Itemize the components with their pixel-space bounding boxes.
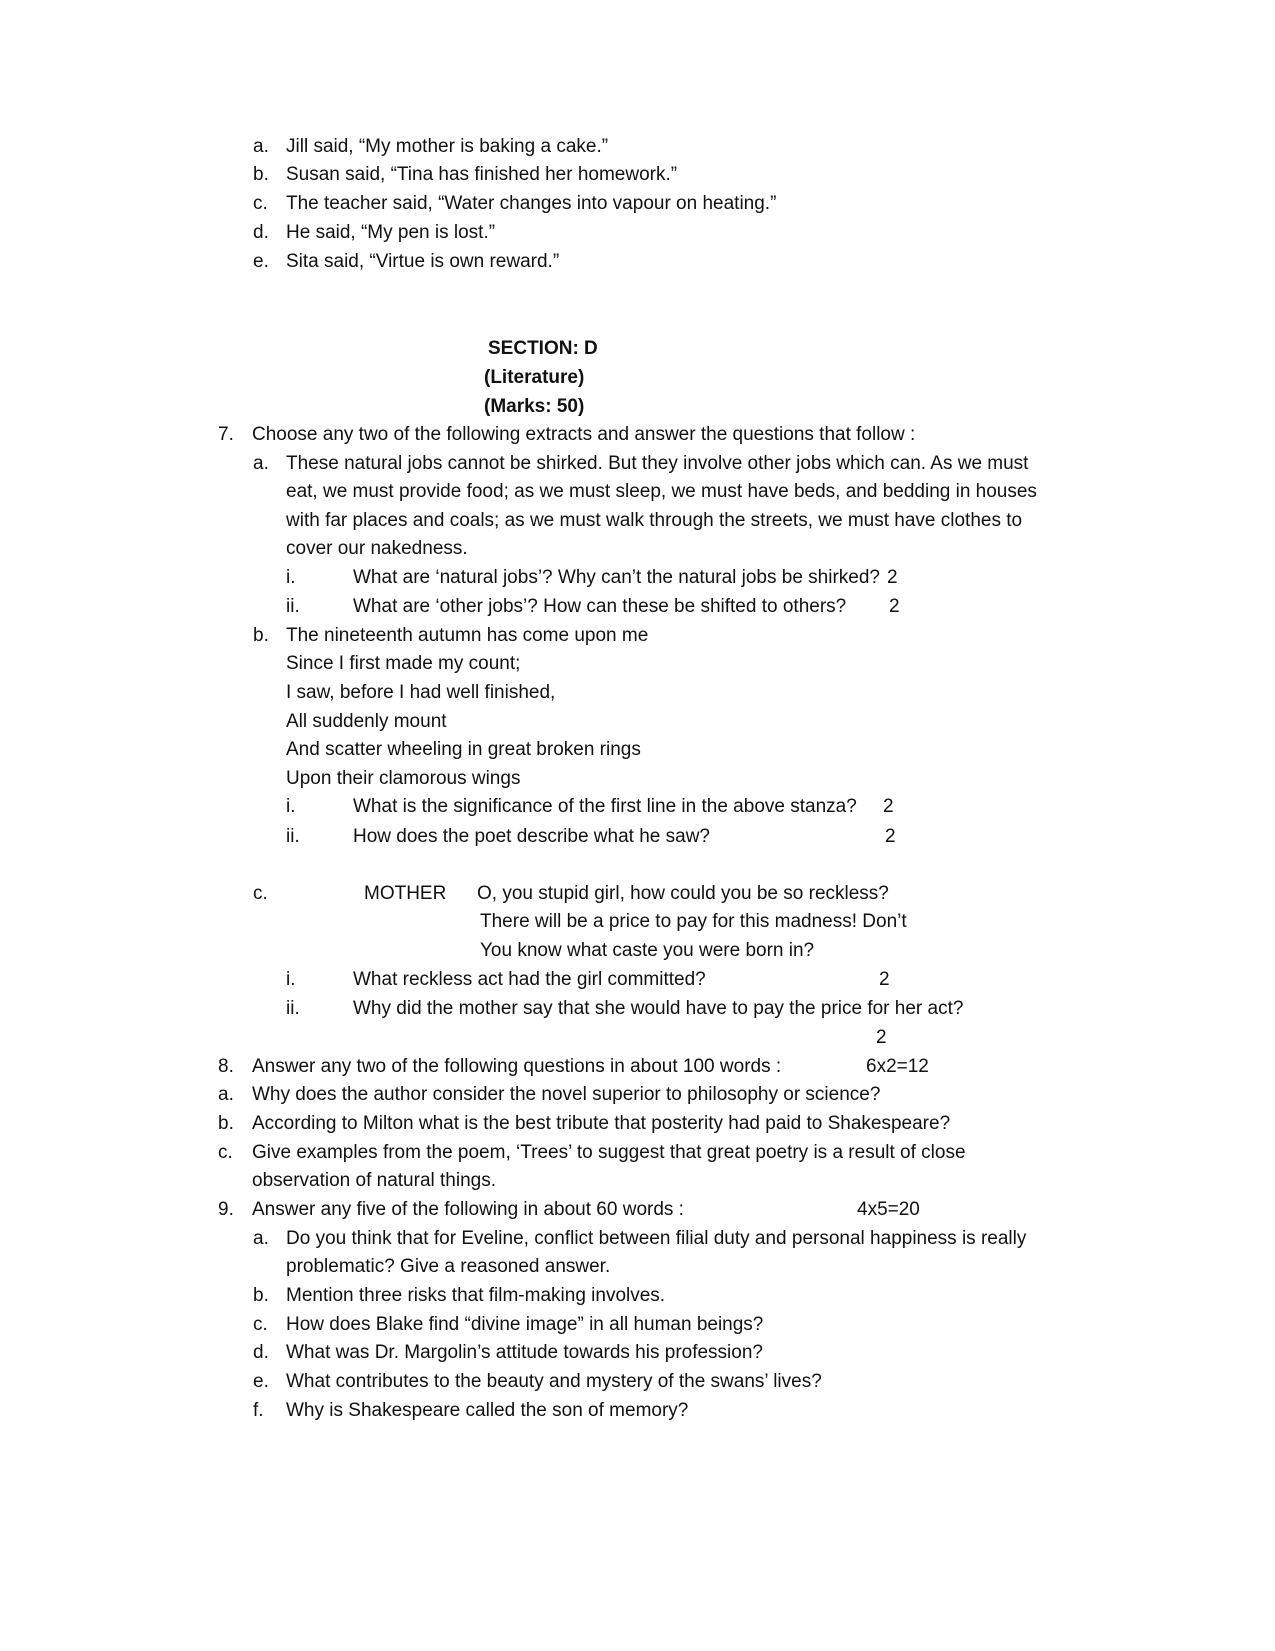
extract-line: eat, we must provide food; as we must sleep, we must have beds, and bedding in houses <box>286 481 1037 502</box>
dialogue-line: O, you stupid girl, how could you be so reckless? <box>477 883 889 904</box>
extract-line: cover our nakedness. <box>286 538 468 559</box>
list-marker: c. <box>253 193 268 214</box>
list-item: The teacher said, “Water changes into vapour on heating.” <box>286 193 777 214</box>
poem-line: I saw, before I had well finished, <box>286 682 556 703</box>
sub-marker: i. <box>286 796 296 817</box>
list-item: What was Dr. Margolin’s attitude towards his profession? <box>286 1342 763 1363</box>
section-marks: (Marks: 50) <box>484 396 585 417</box>
dialogue-line: There will be a price to pay for this madness! Don’t <box>480 911 907 932</box>
mark-value: 2 <box>889 596 900 617</box>
list-marker: a. <box>253 1228 269 1249</box>
question-text: Choose any two of the following extracts and answer the questions that follow : <box>252 424 916 445</box>
list-marker: f. <box>253 1400 264 1421</box>
sub-marker: i. <box>286 567 296 588</box>
question-number: 9. <box>218 1199 234 1220</box>
sub-marker: ii. <box>286 998 300 1019</box>
list-marker: b. <box>253 164 269 185</box>
list-item: Sita said, “Virtue is own reward.” <box>286 251 560 272</box>
list-marker: b. <box>253 1285 269 1306</box>
sub-question: What are ‘other jobs’? How can these be shifted to others? <box>353 596 847 617</box>
list-item: Jill said, “My mother is baking a cake.” <box>286 136 609 157</box>
list-item: How does Blake find “divine image” in all human beings? <box>286 1314 764 1335</box>
question-number: 8. <box>218 1056 234 1077</box>
list-marker: d. <box>253 1342 269 1363</box>
sub-question: What are ‘natural jobs’? Why can’t the natural jobs be shirked? <box>353 567 880 588</box>
list-item: What contributes to the beauty and mystery of the swans’ lives? <box>286 1371 822 1392</box>
question-text: Answer any five of the following in about 60 words : <box>252 1199 684 1220</box>
mark-value: 2 <box>879 969 890 990</box>
list-item: According to Milton what is the best tribute that posterity had paid to Shakespeare? <box>252 1113 951 1134</box>
mark-value: 2 <box>885 826 896 847</box>
list-marker: c. <box>218 1142 233 1163</box>
list-item: Why is Shakespeare called the son of memory? <box>286 1400 689 1421</box>
sub-question: What is the significance of the first line in the above stanza? <box>353 796 857 817</box>
poem-line: Upon their clamorous wings <box>286 768 521 789</box>
list-marker: a. <box>253 136 269 157</box>
poem-line: Since I first made my count; <box>286 653 521 674</box>
sub-question: Why did the mother say that she would have to pay the price for her act? <box>353 998 964 1019</box>
list-item: He said, “My pen is lost.” <box>286 222 496 243</box>
list-marker: e. <box>253 1371 269 1392</box>
sub-marker: ii. <box>286 826 300 847</box>
speaker-name: MOTHER <box>364 883 447 904</box>
extract-line: These natural jobs cannot be shirked. But they involve other jobs which can. As we must <box>286 453 1029 474</box>
sub-question: What reckless act had the girl committed? <box>353 969 706 990</box>
poem-line: All suddenly mount <box>286 711 447 732</box>
mark-value: 2 <box>883 796 894 817</box>
list-marker: d. <box>253 222 269 243</box>
list-marker: b. <box>253 625 269 646</box>
list-item: Do you think that for Eveline, conflict between filial duty and personal happiness is really <box>286 1228 1027 1249</box>
list-item: Susan said, “Tina has finished her homework.” <box>286 164 678 185</box>
poem-line: And scatter wheeling in great broken rings <box>286 739 641 760</box>
list-marker: a. <box>218 1084 234 1105</box>
list-item: Mention three risks that film-making involves. <box>286 1285 666 1306</box>
question-text: Answer any two of the following questions in about 100 words : <box>252 1056 782 1077</box>
list-marker: c. <box>253 883 268 904</box>
poem-line: The nineteenth autumn has come upon me <box>286 625 649 646</box>
section-title: SECTION: D <box>488 338 598 359</box>
sub-question: How does the poet describe what he saw? <box>353 826 710 847</box>
section-subtitle: (Literature) <box>484 367 585 388</box>
mark-value: 2 <box>876 1027 887 1048</box>
question-number: 7. <box>218 424 234 445</box>
list-item: Give examples from the poem, ‘Trees’ to suggest that great poetry is a result of close <box>252 1142 966 1163</box>
list-marker: c. <box>253 1314 268 1335</box>
mark-value: 4x5=20 <box>857 1199 920 1220</box>
mark-value: 2 <box>887 567 898 588</box>
list-item: Why does the author consider the novel superior to philosophy or science? <box>252 1084 881 1105</box>
list-marker: b. <box>218 1113 234 1134</box>
sub-marker: i. <box>286 969 296 990</box>
sub-marker: ii. <box>286 596 300 617</box>
list-marker: e. <box>253 251 269 272</box>
mark-value: 6x2=12 <box>866 1056 929 1077</box>
list-item-continuation: observation of natural things. <box>252 1170 496 1191</box>
dialogue-line: You know what caste you were born in? <box>480 940 815 961</box>
list-item-continuation: problematic? Give a reasoned answer. <box>286 1256 611 1277</box>
list-marker: a. <box>253 453 269 474</box>
extract-line: with far places and coals; as we must walk through the streets, we must have clothes to <box>286 510 1023 531</box>
